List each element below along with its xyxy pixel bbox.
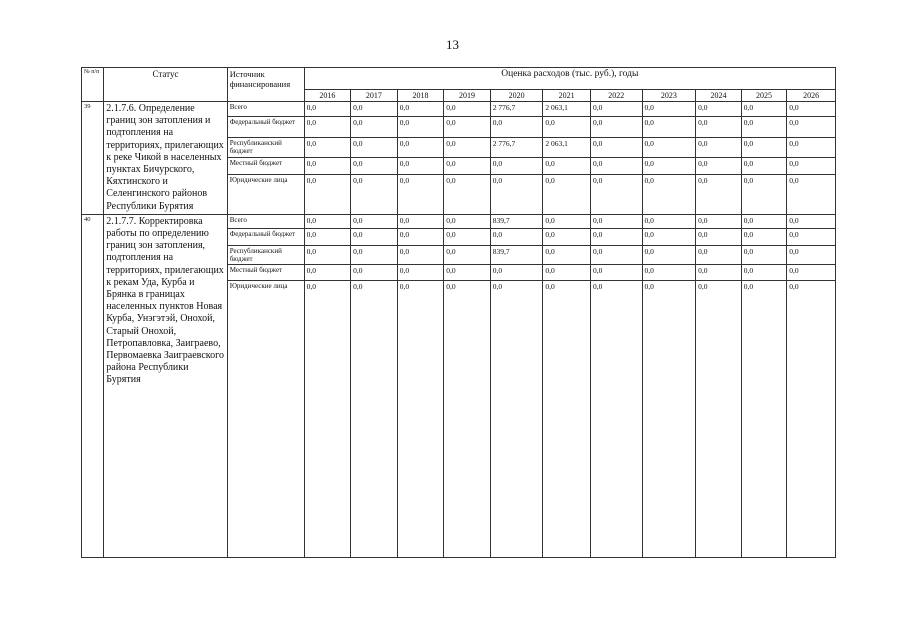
value-cell: 0,0 [787, 245, 836, 264]
value-cell: 0,0 [304, 264, 351, 280]
budget-table [81, 67, 836, 558]
value-cell: 0,0 [787, 116, 836, 137]
funding-source: Республиканский бюджет [227, 245, 304, 264]
header-year: 2020 [490, 90, 543, 102]
value-cell: 0,0 [351, 137, 398, 158]
value-cell: 0,0 [590, 158, 642, 175]
value-cell: 0,0 [642, 102, 696, 117]
value-cell: 0,0 [444, 228, 491, 245]
value-cell: 0,0 [787, 228, 836, 245]
value-cell: 0,0 [543, 175, 591, 215]
value-cell: 0,0 [490, 116, 543, 137]
funding-source: Федеральный бюджет [227, 228, 304, 245]
header-year: 2019 [444, 90, 491, 102]
value-cell: 0,0 [490, 228, 543, 245]
table-row [82, 102, 836, 117]
value-cell: 0,0 [304, 102, 351, 117]
header-year: 2016 [304, 90, 351, 102]
value-cell: 0,0 [397, 116, 444, 137]
value-cell: 0,0 [741, 245, 787, 264]
header-year: 2026 [787, 90, 836, 102]
value-cell: 0,0 [590, 116, 642, 137]
value-cell: 0,0 [444, 158, 491, 175]
value-cell: 0,0 [351, 245, 398, 264]
header-year: 2017 [351, 90, 398, 102]
page-number: 13 [446, 37, 459, 52]
value-cell: 0,0 [351, 102, 398, 117]
value-cell: 0,0 [543, 228, 591, 245]
funding-source: Всего [227, 102, 304, 117]
value-cell: 0,0 [741, 102, 787, 117]
value-cell: 0,0 [490, 158, 543, 175]
value-cell: 0,0 [787, 280, 836, 557]
value-cell: 0,0 [696, 102, 742, 117]
row-title: 2.1.7.7. Корректировка работы по определению границ зон затопления, подтопления на территориях, прилегающих к рекам Уда, Курба и Брянка в границах населенных пунктов Новая Курба, Унэгэтэй, Онохой, Старый Онохой, Петропавловка, Заиграево, Первомаевка Заиграевского района Республики Бурятия [104, 214, 227, 557]
value-cell: 0,0 [696, 137, 742, 158]
value-cell: 0,0 [787, 102, 836, 117]
value-cell: 0,0 [490, 264, 543, 280]
value-cell: 0,0 [543, 116, 591, 137]
value-cell: 0,0 [304, 228, 351, 245]
value-cell: 0,0 [304, 245, 351, 264]
value-cell: 0,0 [351, 228, 398, 245]
value-cell: 0,0 [642, 137, 696, 158]
value-cell: 0,0 [397, 264, 444, 280]
value-cell: 2 063,1 [543, 102, 591, 117]
value-cell: 0,0 [304, 137, 351, 158]
table-row [82, 214, 836, 228]
funding-source: Местный бюджет [227, 264, 304, 280]
value-cell: 0,0 [696, 158, 742, 175]
value-cell: 0,0 [787, 264, 836, 280]
value-cell: 0,0 [543, 264, 591, 280]
value-cell: 0,0 [787, 137, 836, 158]
value-cell: 0,0 [351, 116, 398, 137]
value-cell: 2 776,7 [490, 137, 543, 158]
value-cell: 0,0 [741, 175, 787, 215]
value-cell: 0,0 [642, 158, 696, 175]
value-cell: 0,0 [397, 175, 444, 215]
header-source: Источник финансирования [227, 68, 304, 102]
value-cell: 839,7 [490, 245, 543, 264]
value-cell: 0,0 [397, 102, 444, 117]
value-cell: 0,0 [590, 214, 642, 228]
header-status: Статус [104, 68, 227, 102]
value-cell: 0,0 [444, 280, 491, 557]
value-cell: 0,0 [787, 214, 836, 228]
value-cell: 0,0 [741, 228, 787, 245]
value-cell: 0,0 [444, 116, 491, 137]
value-cell: 0,0 [590, 228, 642, 245]
funding-source: Местный бюджет [227, 158, 304, 175]
header-year: 2018 [397, 90, 444, 102]
value-cell: 0,0 [304, 116, 351, 137]
value-cell: 0,0 [741, 137, 787, 158]
value-cell: 0,0 [642, 116, 696, 137]
value-cell: 0,0 [696, 264, 742, 280]
header-year: 2022 [590, 90, 642, 102]
value-cell: 0,0 [787, 158, 836, 175]
value-cell: 0,0 [397, 214, 444, 228]
value-cell: 0,0 [543, 280, 591, 557]
value-cell: 0,0 [490, 280, 543, 557]
header-num: № п/п [82, 68, 104, 102]
header-year: 2025 [741, 90, 787, 102]
header-estimate: Оценка расходов (тыс. руб.), годы [304, 68, 835, 90]
funding-source: Всего [227, 214, 304, 228]
value-cell: 0,0 [642, 175, 696, 215]
value-cell: 0,0 [543, 245, 591, 264]
value-cell: 0,0 [741, 264, 787, 280]
header-year: 2021 [543, 90, 591, 102]
value-cell: 0,0 [444, 137, 491, 158]
value-cell: 0,0 [397, 245, 444, 264]
value-cell: 2 776,7 [490, 102, 543, 117]
header-year: 2023 [642, 90, 696, 102]
value-cell: 0,0 [787, 175, 836, 215]
value-cell: 0,0 [351, 264, 398, 280]
value-cell: 0,0 [351, 158, 398, 175]
value-cell: 0,0 [444, 102, 491, 117]
value-cell: 0,0 [304, 175, 351, 215]
value-cell: 0,0 [397, 137, 444, 158]
value-cell: 0,0 [696, 116, 742, 137]
value-cell: 0,0 [304, 280, 351, 557]
value-cell: 0,0 [490, 175, 543, 215]
value-cell: 0,0 [543, 214, 591, 228]
value-cell: 0,0 [642, 280, 696, 557]
value-cell: 0,0 [642, 264, 696, 280]
value-cell: 0,0 [696, 280, 742, 557]
row-number: 39 [82, 102, 104, 215]
value-cell: 0,0 [741, 214, 787, 228]
row-title: 2.1.7.6. Определение границ зон затопления и подтопления на территориях, прилегающих к реке Чикой в населенных пунктах Бичурского, Кяхтинского и Селенгинского районов Республики Бурятия [104, 102, 227, 215]
value-cell: 0,0 [590, 175, 642, 215]
value-cell: 0,0 [741, 116, 787, 137]
value-cell: 0,0 [351, 214, 398, 228]
value-cell: 0,0 [351, 280, 398, 557]
value-cell: 0,0 [590, 245, 642, 264]
value-cell: 0,0 [741, 158, 787, 175]
value-cell: 0,0 [642, 228, 696, 245]
value-cell: 0,0 [696, 175, 742, 215]
table-header [82, 68, 836, 102]
row-number: 40 [82, 214, 104, 557]
funding-source: Юридические лица [227, 175, 304, 215]
value-cell: 0,0 [397, 228, 444, 245]
value-cell: 0,0 [696, 228, 742, 245]
value-cell: 0,0 [304, 214, 351, 228]
header-year: 2024 [696, 90, 742, 102]
value-cell: 0,0 [397, 158, 444, 175]
value-cell: 0,0 [444, 245, 491, 264]
value-cell: 839,7 [490, 214, 543, 228]
table-body [82, 102, 836, 558]
value-cell: 0,0 [444, 214, 491, 228]
value-cell: 0,0 [696, 214, 742, 228]
value-cell: 0,0 [642, 214, 696, 228]
value-cell: 0,0 [590, 280, 642, 557]
funding-source: Юридические лица [227, 280, 304, 557]
value-cell: 2 063,1 [543, 137, 591, 158]
value-cell: 0,0 [590, 102, 642, 117]
value-cell: 0,0 [304, 158, 351, 175]
value-cell: 0,0 [444, 264, 491, 280]
funding-source: Федеральный бюджет [227, 116, 304, 137]
funding-source: Республиканский бюджет [227, 137, 304, 158]
value-cell: 0,0 [444, 175, 491, 215]
value-cell: 0,0 [696, 245, 742, 264]
value-cell: 0,0 [741, 280, 787, 557]
value-cell: 0,0 [590, 264, 642, 280]
value-cell: 0,0 [397, 280, 444, 557]
value-cell: 0,0 [590, 137, 642, 158]
value-cell: 0,0 [351, 175, 398, 215]
value-cell: 0,0 [543, 158, 591, 175]
value-cell: 0,0 [642, 245, 696, 264]
